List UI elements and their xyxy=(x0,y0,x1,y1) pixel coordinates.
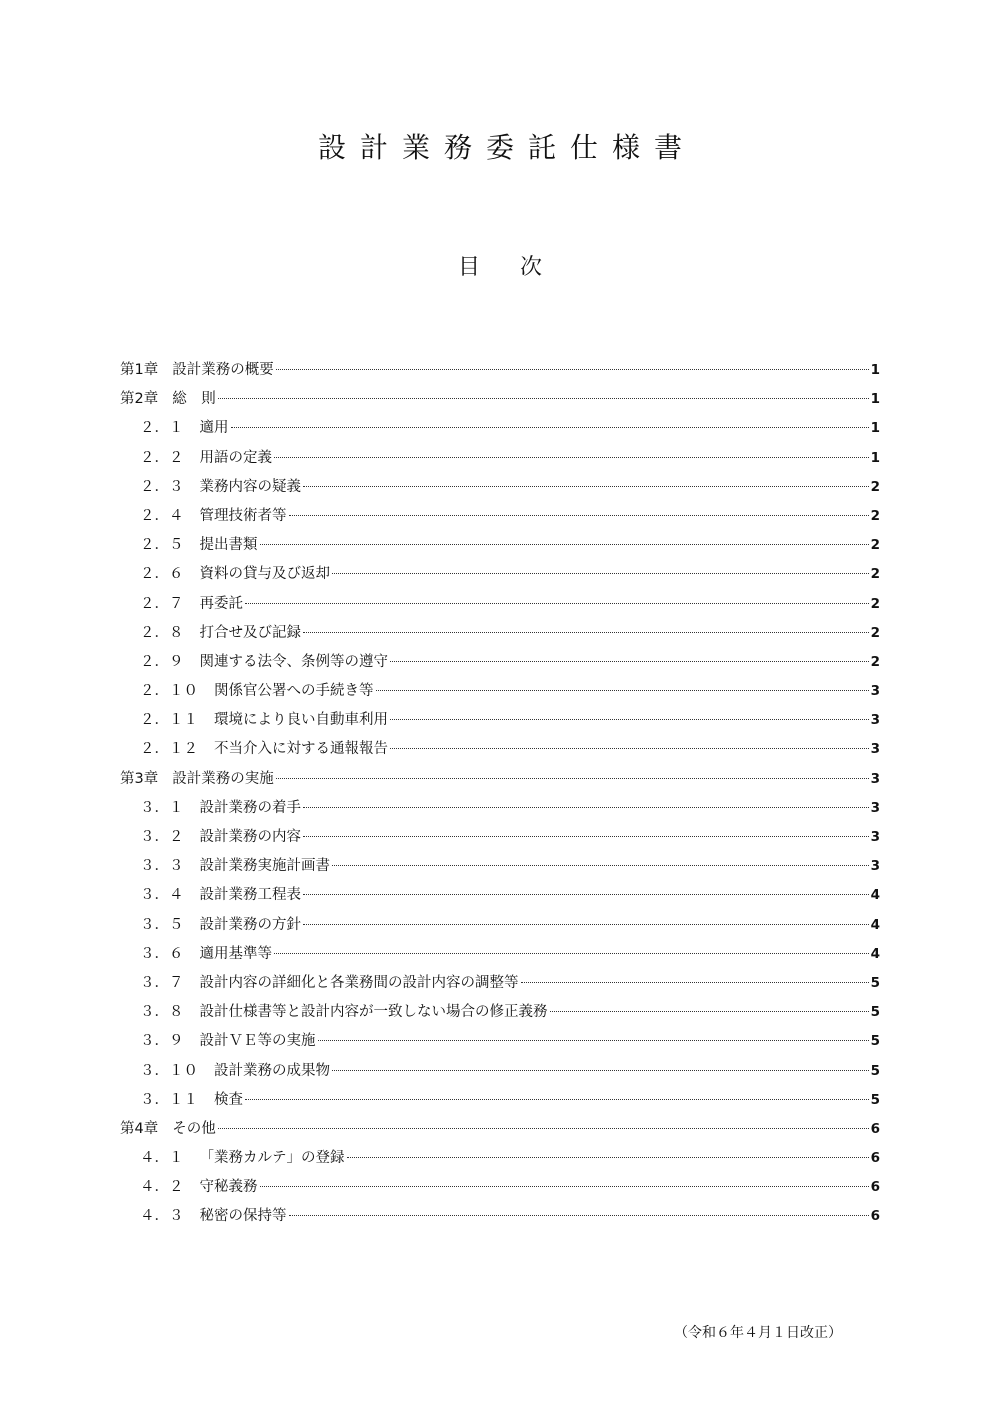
toc-entry-label: 設計業務の概要 xyxy=(172,362,274,378)
revision-note: （令和６年４月１日改正） xyxy=(674,1325,842,1341)
toc-dot-leader xyxy=(303,924,869,925)
toc-dot-leader xyxy=(276,778,869,779)
toc-entry-number: 第4章 xyxy=(120,1120,159,1137)
toc-dot-leader xyxy=(332,573,869,574)
toc-entry-label: 設計業務の内容 xyxy=(199,829,301,845)
toc-dot-leader xyxy=(303,486,869,487)
toc-entry-number: ３．８ xyxy=(140,1004,184,1021)
toc-section-entry[interactable] xyxy=(120,706,880,735)
toc-entry-page: 5 xyxy=(870,1091,880,1108)
toc-entry-number: ４．２ xyxy=(140,1179,184,1196)
toc-entry-number: ３．２ xyxy=(140,829,184,845)
toc-entry-label: 関連する法令、条例等の遵守 xyxy=(199,653,388,670)
toc-entry-page: 2 xyxy=(870,566,880,583)
toc-section-entry[interactable] xyxy=(120,1086,880,1115)
toc-entry-number: ２．６ xyxy=(140,566,184,583)
toc-entry-label: 打合せ及び記録 xyxy=(199,624,301,641)
toc-section-entry[interactable] xyxy=(120,998,880,1027)
toc-entry-label: 設計内容の詳細化と各業務間の設計内容の調整等 xyxy=(199,974,519,991)
toc-chapter-entry[interactable] xyxy=(120,1115,880,1144)
toc-entry-label: その他 xyxy=(172,1120,216,1137)
toc-entry-label: 用語の定義 xyxy=(199,449,272,466)
toc-entry-page: 6 xyxy=(870,1179,880,1196)
toc-entry-number: ３．６ xyxy=(140,945,184,962)
toc-entry-label: 設計業務実施計画書 xyxy=(199,858,330,875)
toc-entry-number: ２．７ xyxy=(140,595,184,612)
toc-entry-number: ３．５ xyxy=(140,916,184,933)
toc-section-entry[interactable] xyxy=(120,1202,880,1231)
toc-entry-page: 1 xyxy=(870,391,880,408)
toc-entry-number: ２．１２ xyxy=(140,741,198,758)
toc-entry-page: 3 xyxy=(870,683,880,700)
toc-dot-leader xyxy=(289,1215,869,1216)
toc-entry-label: 設計業務の成果物 xyxy=(214,1062,330,1079)
toc-dot-leader xyxy=(318,1040,869,1041)
toc-entry-number: ３．７ xyxy=(140,974,184,991)
toc-dot-leader xyxy=(274,457,869,458)
toc-dot-leader xyxy=(376,690,869,691)
toc-entry-label: 総 則 xyxy=(172,391,216,408)
toc-entry-page: 1 xyxy=(870,420,880,437)
table-of-contents xyxy=(120,356,880,1232)
toc-entry-label: 不当介入に対する通報報告 xyxy=(214,741,388,758)
toc-chapter-entry[interactable] xyxy=(120,385,880,414)
toc-entry-label: 再委託 xyxy=(199,595,243,612)
toc-section-entry[interactable] xyxy=(120,823,880,852)
toc-dot-leader xyxy=(303,894,869,895)
toc-section-entry[interactable] xyxy=(120,560,880,589)
toc-section-entry[interactable] xyxy=(120,677,880,706)
toc-entry-label: 提出書類 xyxy=(199,537,258,554)
toc-section-entry[interactable] xyxy=(120,940,880,969)
toc-section-entry[interactable] xyxy=(120,735,880,764)
toc-section-entry[interactable] xyxy=(120,969,880,998)
toc-entry-number: ４．３ xyxy=(140,1208,184,1225)
toc-dot-leader xyxy=(274,953,869,954)
toc-dot-leader xyxy=(260,1186,869,1187)
toc-section-entry[interactable] xyxy=(120,1027,880,1056)
toc-entry-label: 資料の貸与及び返却 xyxy=(199,566,330,583)
toc-entry-page: 5 xyxy=(870,1033,880,1050)
toc-entry-number: ３．３ xyxy=(140,858,184,875)
toc-section-entry[interactable] xyxy=(120,1173,880,1202)
toc-entry-number: ３．９ xyxy=(140,1033,184,1050)
toc-entry-number: ３．４ xyxy=(140,887,184,904)
toc-entry-number: ２．１１ xyxy=(140,712,198,729)
toc-chapter-entry[interactable] xyxy=(120,765,880,794)
toc-entry-page: 3 xyxy=(870,770,880,787)
toc-section-entry[interactable] xyxy=(120,648,880,677)
toc-entry-label: 設計仕様書等と設計内容が一致しない場合の修正義務 xyxy=(199,1004,548,1021)
toc-entry-label: 守秘義務 xyxy=(199,1179,258,1196)
toc-entry-number: 第1章 xyxy=(120,362,159,378)
toc-dot-leader xyxy=(231,427,869,428)
toc-entry-label: 適用基準等 xyxy=(199,945,272,962)
toc-entry-number: ３．１１ xyxy=(140,1091,198,1108)
toc-entry-label: 設計業務の方針 xyxy=(199,916,301,933)
toc-entry-number: ２．８ xyxy=(140,624,184,641)
toc-entry-number: 第2章 xyxy=(120,391,159,408)
toc-dot-leader xyxy=(260,544,869,545)
toc-entry-number: ３．１０ xyxy=(140,1062,198,1079)
toc-dot-leader xyxy=(332,865,869,866)
toc-entry-page: 2 xyxy=(870,624,880,641)
toc-entry-page: 2 xyxy=(870,595,880,612)
toc-dot-leader xyxy=(550,1011,869,1012)
toc-entry-page: 6 xyxy=(870,1120,880,1137)
toc-section-entry[interactable] xyxy=(120,881,880,910)
toc-entry-label: 設計業務の実施 xyxy=(172,770,274,787)
toc-entry-number: ２．２ xyxy=(140,449,184,466)
toc-entry-page: 2 xyxy=(870,507,880,524)
toc-dot-leader xyxy=(218,1128,869,1129)
toc-section-entry[interactable] xyxy=(120,852,880,881)
toc-dot-leader xyxy=(218,398,869,399)
toc-dot-leader xyxy=(289,515,869,516)
toc-section-entry[interactable] xyxy=(120,1144,880,1173)
toc-entry-page: 1 xyxy=(870,362,880,378)
toc-entry-label: 設計ＶＥ等の実施 xyxy=(199,1033,316,1050)
toc-entry-page: 3 xyxy=(870,712,880,729)
toc-dot-leader xyxy=(276,369,869,370)
toc-dot-leader xyxy=(390,661,869,662)
toc-dot-leader xyxy=(303,836,869,837)
toc-dot-leader xyxy=(303,632,869,633)
toc-entry-number: ２．１ xyxy=(140,420,184,437)
toc-entry-page: 3 xyxy=(870,741,880,758)
toc-heading: 目次 xyxy=(457,255,582,280)
toc-dot-leader xyxy=(303,807,869,808)
toc-section-entry[interactable] xyxy=(120,911,880,940)
toc-entry-label: 設計業務の着手 xyxy=(199,799,301,816)
toc-entry-label: 「業務カルテ」の登録 xyxy=(199,1150,345,1167)
toc-chapter-entry[interactable] xyxy=(120,356,880,385)
toc-entry-label: 検査 xyxy=(214,1091,243,1108)
toc-entry-page: 4 xyxy=(870,945,880,962)
toc-dot-leader xyxy=(390,748,869,749)
toc-entry-page: 5 xyxy=(870,1062,880,1079)
toc-entry-label: 秘密の保持等 xyxy=(199,1208,287,1225)
toc-entry-page: 4 xyxy=(870,887,880,904)
toc-entry-number: ２．３ xyxy=(140,478,184,495)
toc-section-entry[interactable] xyxy=(120,1057,880,1086)
toc-section-entry[interactable] xyxy=(120,794,880,823)
toc-section-entry[interactable] xyxy=(120,444,880,473)
toc-dot-leader xyxy=(332,1070,869,1071)
toc-entry-label: 設計業務工程表 xyxy=(199,887,301,904)
toc-section-entry[interactable] xyxy=(120,414,880,443)
toc-entry-number: ２．５ xyxy=(140,537,184,554)
toc-entry-page: 3 xyxy=(870,829,880,845)
toc-section-entry[interactable] xyxy=(120,473,880,502)
toc-entry-label: 関係官公署への手続き等 xyxy=(214,683,374,700)
toc-entry-number: ２．４ xyxy=(140,507,184,524)
toc-entry-label: 環境により良い自動車利用 xyxy=(214,712,388,729)
toc-entry-number: ２．９ xyxy=(140,653,184,670)
toc-entry-page: 2 xyxy=(870,478,880,495)
toc-entry-page: 6 xyxy=(870,1208,880,1225)
document-title: 設計業務委託仕様書 xyxy=(317,131,696,164)
toc-entry-number: ３．１ xyxy=(140,799,184,816)
toc-dot-leader xyxy=(245,603,869,604)
toc-entry-page: 5 xyxy=(870,1004,880,1021)
toc-entry-number: 第3章 xyxy=(120,770,159,787)
toc-dot-leader xyxy=(347,1157,869,1158)
toc-entry-number: ４．１ xyxy=(140,1150,184,1167)
toc-entry-page: 3 xyxy=(870,858,880,875)
toc-section-entry[interactable] xyxy=(120,619,880,648)
toc-entry-page: 4 xyxy=(870,916,880,933)
toc-entry-number: ２．１０ xyxy=(140,683,198,700)
toc-entry-label: 管理技術者等 xyxy=(199,507,287,524)
toc-section-entry[interactable] xyxy=(120,531,880,560)
toc-entry-page: 6 xyxy=(870,1150,880,1167)
toc-entry-page: 5 xyxy=(870,974,880,991)
toc-entry-page: 1 xyxy=(870,449,880,466)
toc-entry-label: 適用 xyxy=(199,420,229,437)
toc-entry-label: 業務内容の疑義 xyxy=(199,478,301,495)
toc-entry-page: 2 xyxy=(870,653,880,670)
toc-section-entry[interactable] xyxy=(120,590,880,619)
toc-entry-page: 3 xyxy=(870,799,880,816)
toc-dot-leader xyxy=(521,982,869,983)
toc-dot-leader xyxy=(390,719,869,720)
toc-entry-page: 2 xyxy=(870,537,880,554)
toc-dot-leader xyxy=(245,1099,869,1100)
toc-section-entry[interactable] xyxy=(120,502,880,531)
